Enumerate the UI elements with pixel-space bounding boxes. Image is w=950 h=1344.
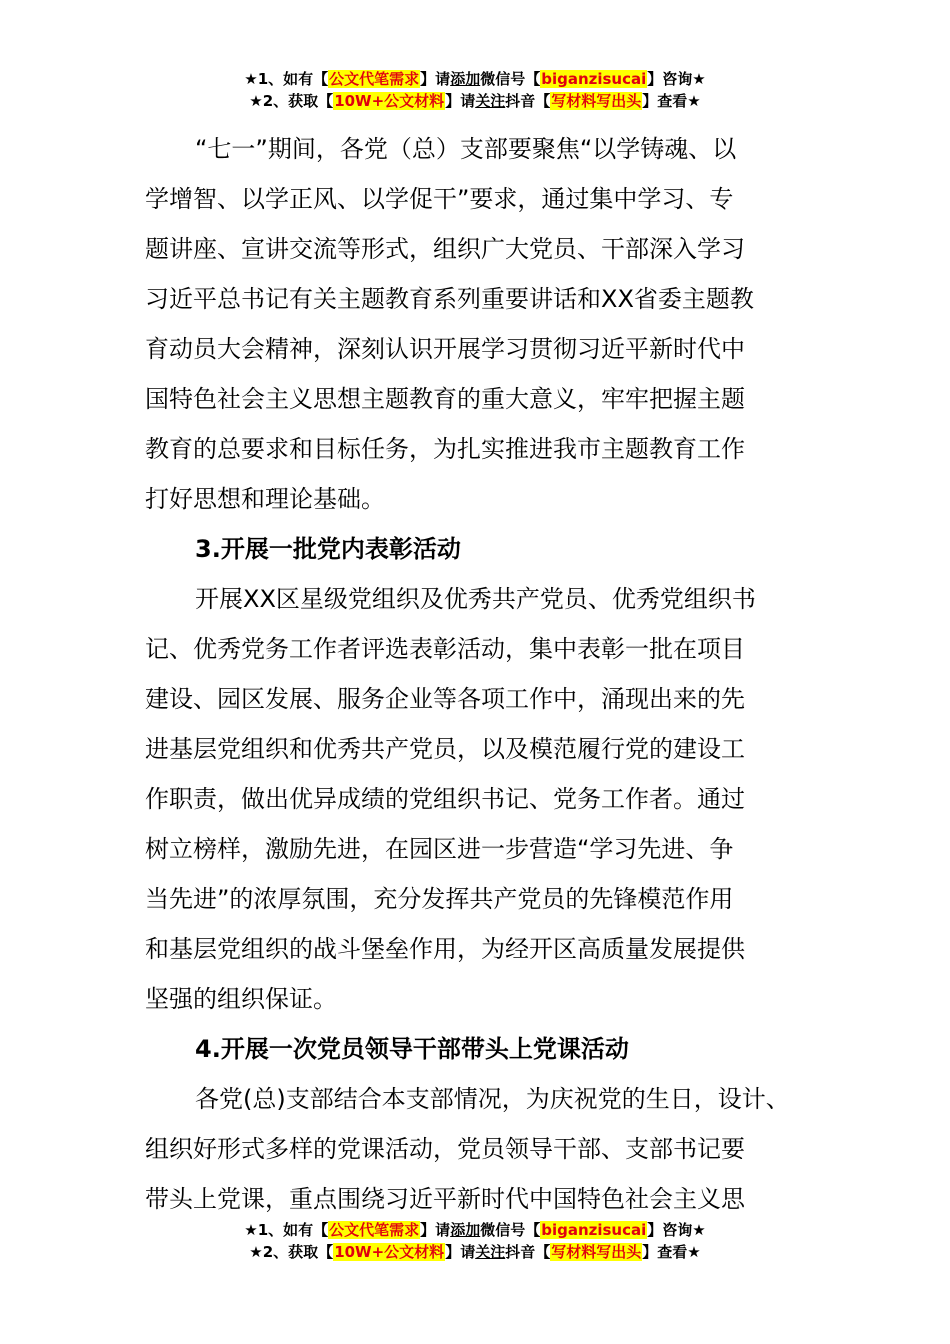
section-heading-4: 4.开展一次党员领导干部带头上党课活动 — [195, 1035, 629, 1063]
paragraph-line: 建设、园区发展、服务企业等各项工作中，涌现出来的先 — [145, 685, 745, 713]
highlight-douyin: 写材料写出头 — [551, 92, 642, 110]
paragraph-line: 题讲座、宣讲交流等形式，组织广大党员、干部深入学习 — [145, 235, 745, 263]
paragraph-line: 进基层党组织和优秀共产党员，以及模范履行党的建设工 — [145, 735, 745, 763]
banner-line-1: ★1、如有【公文代笔需求】请添加微信号【biganzisucai】咨询★ — [244, 1221, 706, 1239]
highlight-douyin: 写材料写出头 — [551, 1243, 642, 1261]
paragraph-line: 作职责，做出优异成绩的党组织书记、党务工作者。通过 — [145, 785, 745, 813]
paragraph-line: 打好思想和理论基础。 — [145, 485, 385, 513]
banner-line-2: ★2、获取【10W+公文材料】请关注抖音【写材料写出头】查看★ — [249, 1243, 701, 1261]
highlight-materials: 10W+公文材料 — [334, 92, 445, 110]
paragraph-line: 和基层党组织的战斗堡垒作用，为经开区高质量发展提供 — [145, 935, 745, 963]
paragraph-line: 教育的总要求和目标任务，为扎实推进我市主题教育工作 — [145, 435, 745, 463]
highlight-materials: 10W+公文材料 — [334, 1243, 445, 1261]
paragraph-line: 育动员大会精神，深刻认识开展学习贯彻习近平新时代中 — [145, 335, 745, 363]
paragraph-line: 习近平总书记有关主题教育系列重要讲话和XX省委主题教 — [145, 285, 754, 313]
section-heading-3: 3.开展一批党内表彰活动 — [195, 535, 461, 563]
paragraph-line: 组织好形式多样的党课活动，党员领导干部、支部书记要 — [145, 1135, 745, 1163]
document-body — [145, 124, 813, 1224]
paragraph-line: 带头上党课，重点围绕习近平新时代中国特色社会主义思 — [145, 1185, 745, 1213]
highlight-service: 公文代笔需求 — [329, 1221, 420, 1239]
top-banner — [0, 68, 950, 112]
paragraph-line: 当先进”的浓厚氛围，充分发挥共产党员的先锋模范作用 — [145, 885, 734, 913]
banner-line-2: ★2、获取【10W+公文材料】请关注抖音【写材料写出头】查看★ — [249, 92, 701, 110]
highlight-wechat-id: biganzisucai — [541, 1221, 647, 1239]
highlight-service: 公文代笔需求 — [329, 70, 420, 88]
paragraph-line: 国特色社会主义思想主题教育的重大意义，牢牢把握主题 — [145, 385, 745, 413]
highlight-wechat-id: biganzisucai — [541, 70, 647, 88]
paragraph-line: 树立榜样，激励先进，在园区进一步营造“学习先进、争 — [145, 835, 734, 863]
paragraph-line: 学增智、以学正风、以学促干”要求，通过集中学习、专 — [145, 185, 734, 213]
paragraph-line: 各党(总)支部结合本支部情况，为庆祝党的生日，设计、 — [195, 1085, 790, 1113]
banner-line-1: ★1、如有【公文代笔需求】请添加微信号【biganzisucai】咨询★ — [244, 70, 706, 88]
paragraph-line: “七一”期间，各党（总）支部要聚焦“以学铸魂、以 — [195, 135, 737, 163]
paragraph-line: 开展XX区星级党组织及优秀共产党员、优秀党组织书 — [195, 585, 756, 613]
bottom-banner — [0, 1219, 950, 1263]
paragraph-line: 坚强的组织保证。 — [145, 985, 337, 1013]
paragraph-line: 记、优秀党务工作者评选表彰活动，集中表彰一批在项目 — [145, 635, 745, 663]
